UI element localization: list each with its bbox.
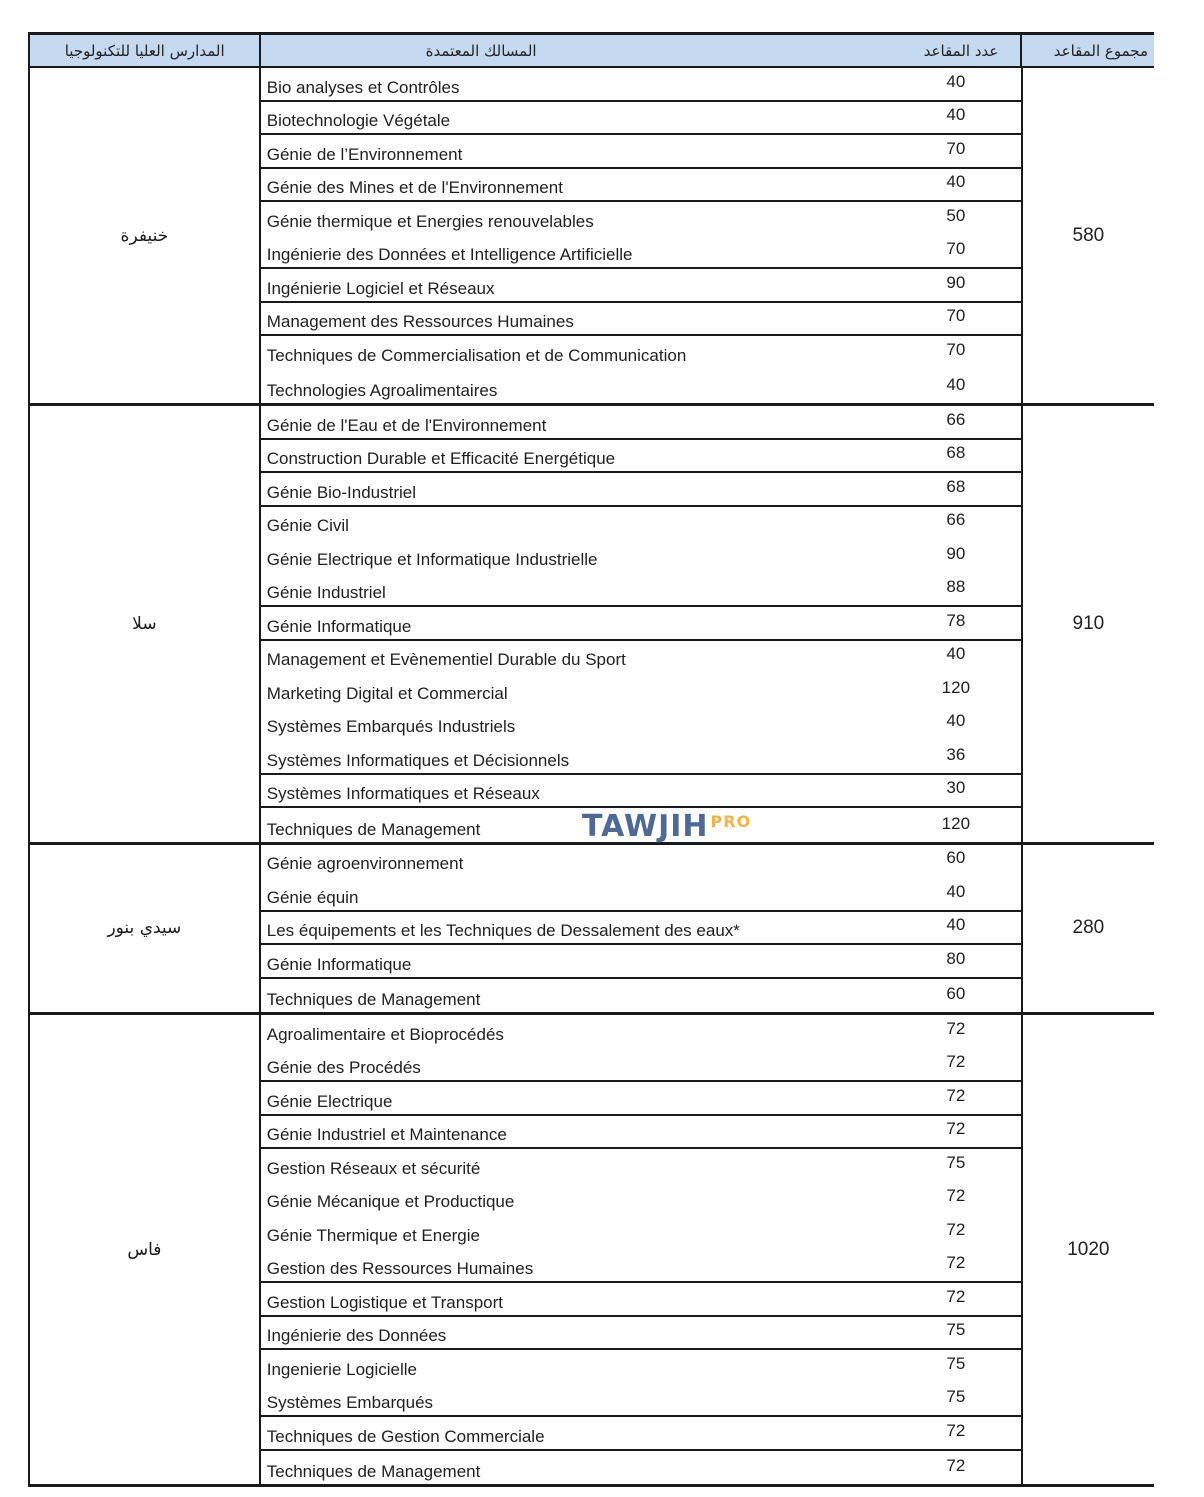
seats-table xyxy=(28,32,1154,1487)
table-row xyxy=(261,336,1021,370)
program-seats: 75 xyxy=(946,1353,966,1373)
program-name: Management et Evènementiel Durable du Sport xyxy=(266,650,626,669)
school-group-sale xyxy=(28,406,1154,845)
table-row xyxy=(261,303,1021,337)
watermark-suffix-text: PRO xyxy=(710,812,752,831)
table-row xyxy=(261,406,1021,440)
program-name: Systèmes Embarqués Industriels xyxy=(266,717,516,736)
program-seats: 72 xyxy=(946,1119,966,1138)
table-row xyxy=(261,135,1021,169)
watermark-main-text: TAWJIH xyxy=(582,809,709,844)
program-name: Techniques de Management xyxy=(266,819,481,839)
program-seats: 72 xyxy=(946,1018,966,1038)
table-row xyxy=(261,236,1021,270)
table-header xyxy=(28,32,1154,68)
program-seats: 70 xyxy=(946,138,966,158)
program-seats: 70 xyxy=(946,239,966,258)
table-row xyxy=(261,674,1021,708)
program-name: Gestion Réseaux et sécurité xyxy=(266,1158,481,1178)
table-row xyxy=(261,574,1021,608)
program-seats: 72 xyxy=(946,1219,966,1239)
program-name: Construction Durable et Efficacité Energétique xyxy=(266,449,616,468)
table-row xyxy=(261,1317,1021,1351)
program-name: Génie Mécanique et Productique xyxy=(266,1192,515,1211)
program-seats: 70 xyxy=(946,306,966,325)
table-row xyxy=(261,1250,1021,1284)
program-seats: 40 xyxy=(946,711,966,730)
program-name: Techniques de Gestion Commerciale xyxy=(266,1426,545,1446)
program-name: Biotechnologie Végétale xyxy=(266,111,451,130)
program-list xyxy=(261,1015,1023,1484)
program-name: Techniques de Management xyxy=(266,1462,481,1481)
program-name: Les équipements et les Techniques de Dessalement des eaux* xyxy=(266,921,740,940)
program-seats: 68 xyxy=(946,476,966,496)
program-name: Génie Informatique xyxy=(266,954,412,974)
school-group-sidi-bennour xyxy=(28,845,1154,1016)
program-seats: 40 xyxy=(946,172,966,191)
program-name: Génie Civil xyxy=(266,516,349,535)
program-seats: 40 xyxy=(946,375,966,394)
program-seats: 72 xyxy=(946,1286,966,1306)
school-total: 280 xyxy=(1072,917,1105,939)
table-row xyxy=(261,912,1021,946)
school-group-fes xyxy=(28,1015,1154,1487)
program-seats: 50 xyxy=(946,205,966,225)
school-total: 910 xyxy=(1072,612,1105,634)
program-seats: 90 xyxy=(946,272,966,292)
program-seats: 70 xyxy=(946,339,966,359)
program-seats: 120 xyxy=(941,677,971,697)
table-row xyxy=(261,1149,1021,1183)
table-row xyxy=(261,102,1021,136)
school-total: 580 xyxy=(1072,224,1105,246)
school-group-khenifra xyxy=(28,68,1154,406)
program-seats: 72 xyxy=(946,1420,966,1440)
program-name: Agroalimentaire et Bioprocédés xyxy=(266,1024,504,1044)
program-seats: 60 xyxy=(946,848,966,867)
program-name: Gestion Logistique et Transport xyxy=(266,1292,503,1312)
program-name: Génie des Mines et de l'Environnement xyxy=(266,178,563,197)
program-seats: 75 xyxy=(946,1387,966,1406)
program-name: Bio analyses et Contrôles xyxy=(266,77,460,97)
table-row xyxy=(261,641,1021,675)
program-name: Génie Informatique xyxy=(266,616,412,636)
program-seats: 88 xyxy=(946,577,966,596)
program-name: Systèmes Informatiques et Réseaux xyxy=(266,784,540,803)
program-seats: 72 xyxy=(946,1186,966,1205)
program-seats: 36 xyxy=(946,744,966,764)
school-name: سلا xyxy=(30,406,261,842)
program-name: Ingénierie des Données xyxy=(266,1326,447,1345)
table-row xyxy=(261,1116,1021,1150)
program-seats: 90 xyxy=(946,543,966,563)
table-row xyxy=(261,68,1021,102)
program-seats: 66 xyxy=(946,510,966,529)
table-row xyxy=(261,202,1021,236)
table-row xyxy=(261,1049,1021,1083)
table-row xyxy=(261,1183,1021,1217)
table-row xyxy=(261,1082,1021,1116)
program-seats: 66 xyxy=(946,409,966,429)
table-row xyxy=(261,878,1021,912)
program-name: Gestion des Ressources Humaines xyxy=(266,1259,534,1278)
program-name: Ingenierie Logicielle xyxy=(266,1359,418,1379)
table-row xyxy=(261,370,1021,404)
table-row xyxy=(261,845,1021,879)
table-row xyxy=(261,540,1021,574)
program-name: Génie de l’Environnement xyxy=(266,144,463,164)
program-list xyxy=(261,845,1023,1013)
table-row xyxy=(261,440,1021,474)
program-list xyxy=(261,68,1023,403)
table-row xyxy=(261,607,1021,641)
program-seats: 80 xyxy=(946,948,966,968)
program-seats: 30 xyxy=(946,778,966,797)
table-row xyxy=(261,1384,1021,1418)
table-row xyxy=(261,473,1021,507)
program-name: Ingénierie des Données et Intelligence Artificielle xyxy=(266,245,633,264)
program-seats: 40 xyxy=(946,915,966,934)
program-name: Techniques de Management xyxy=(266,990,481,1009)
header-school: المدارس العليا للتكنولوجيا xyxy=(30,35,261,66)
table-row xyxy=(261,169,1021,203)
program-seats: 75 xyxy=(946,1152,966,1172)
program-name: Génie équin xyxy=(266,887,359,907)
program-seats: 40 xyxy=(946,71,966,91)
program-name: Génie de l'Eau et de l'Environnement xyxy=(266,415,547,435)
program-name: Systèmes Informatiques et Décisionnels xyxy=(266,750,570,770)
table-row xyxy=(261,808,1021,842)
program-seats: 120 xyxy=(941,813,971,833)
table-row xyxy=(261,1283,1021,1317)
program-name: Génie des Procédés xyxy=(266,1058,421,1077)
program-seats: 72 xyxy=(946,1253,966,1272)
program-name: Génie Bio-Industriel xyxy=(266,482,417,502)
program-name: Génie Industriel xyxy=(266,583,386,602)
program-seats: 40 xyxy=(946,644,966,663)
table-row xyxy=(261,1350,1021,1384)
program-name: Génie Electrique et Informatique Industrielle xyxy=(266,549,598,569)
program-name: Génie thermique et Energies renouvelables xyxy=(266,211,594,231)
program-seats: 40 xyxy=(946,105,966,124)
program-name: Ingénierie Logiciel et Réseaux xyxy=(266,278,495,298)
school-total: 1020 xyxy=(1067,1238,1110,1260)
program-name: Génie agroenvironnement xyxy=(266,854,464,873)
program-name: Technologies Agroalimentaires xyxy=(266,381,498,400)
program-seats: 68 xyxy=(946,443,966,462)
program-seats: 72 xyxy=(946,1052,966,1071)
table-row xyxy=(261,507,1021,541)
program-seats: 78 xyxy=(946,610,966,630)
program-name: Systèmes Embarqués xyxy=(266,1393,434,1412)
program-name: Management des Ressources Humaines xyxy=(266,312,574,331)
table-row xyxy=(261,708,1021,742)
table-row xyxy=(261,1015,1021,1049)
header-total: مجموع المقاعد xyxy=(1053,41,1148,60)
program-name: Génie Electrique xyxy=(266,1091,393,1111)
table-row xyxy=(261,1451,1021,1485)
table-row xyxy=(261,741,1021,775)
program-name: Techniques de Commercialisation et de Communication xyxy=(266,345,687,365)
table-row xyxy=(261,775,1021,809)
school-name: سيدي بنور xyxy=(30,845,261,1013)
table-row xyxy=(261,269,1021,303)
table-row xyxy=(261,1216,1021,1250)
program-seats: 75 xyxy=(946,1320,966,1339)
header-program: المسالك المعتمدة xyxy=(425,41,537,60)
table-row xyxy=(261,979,1021,1013)
program-seats: 40 xyxy=(946,881,966,901)
program-list xyxy=(261,406,1023,842)
program-name: Génie Thermique et Energie xyxy=(266,1225,480,1245)
school-name: فاس xyxy=(30,1015,261,1484)
table-row xyxy=(261,945,1021,979)
program-seats: 72 xyxy=(946,1456,966,1475)
program-name: Génie Industriel et Maintenance xyxy=(266,1125,507,1144)
program-name: Marketing Digital et Commercial xyxy=(266,683,508,703)
school-name: خنيفرة xyxy=(30,68,261,403)
header-seats: عدد المقاعد xyxy=(917,35,1023,66)
program-seats: 72 xyxy=(946,1085,966,1105)
table-row xyxy=(261,1417,1021,1451)
program-seats: 60 xyxy=(946,984,966,1003)
